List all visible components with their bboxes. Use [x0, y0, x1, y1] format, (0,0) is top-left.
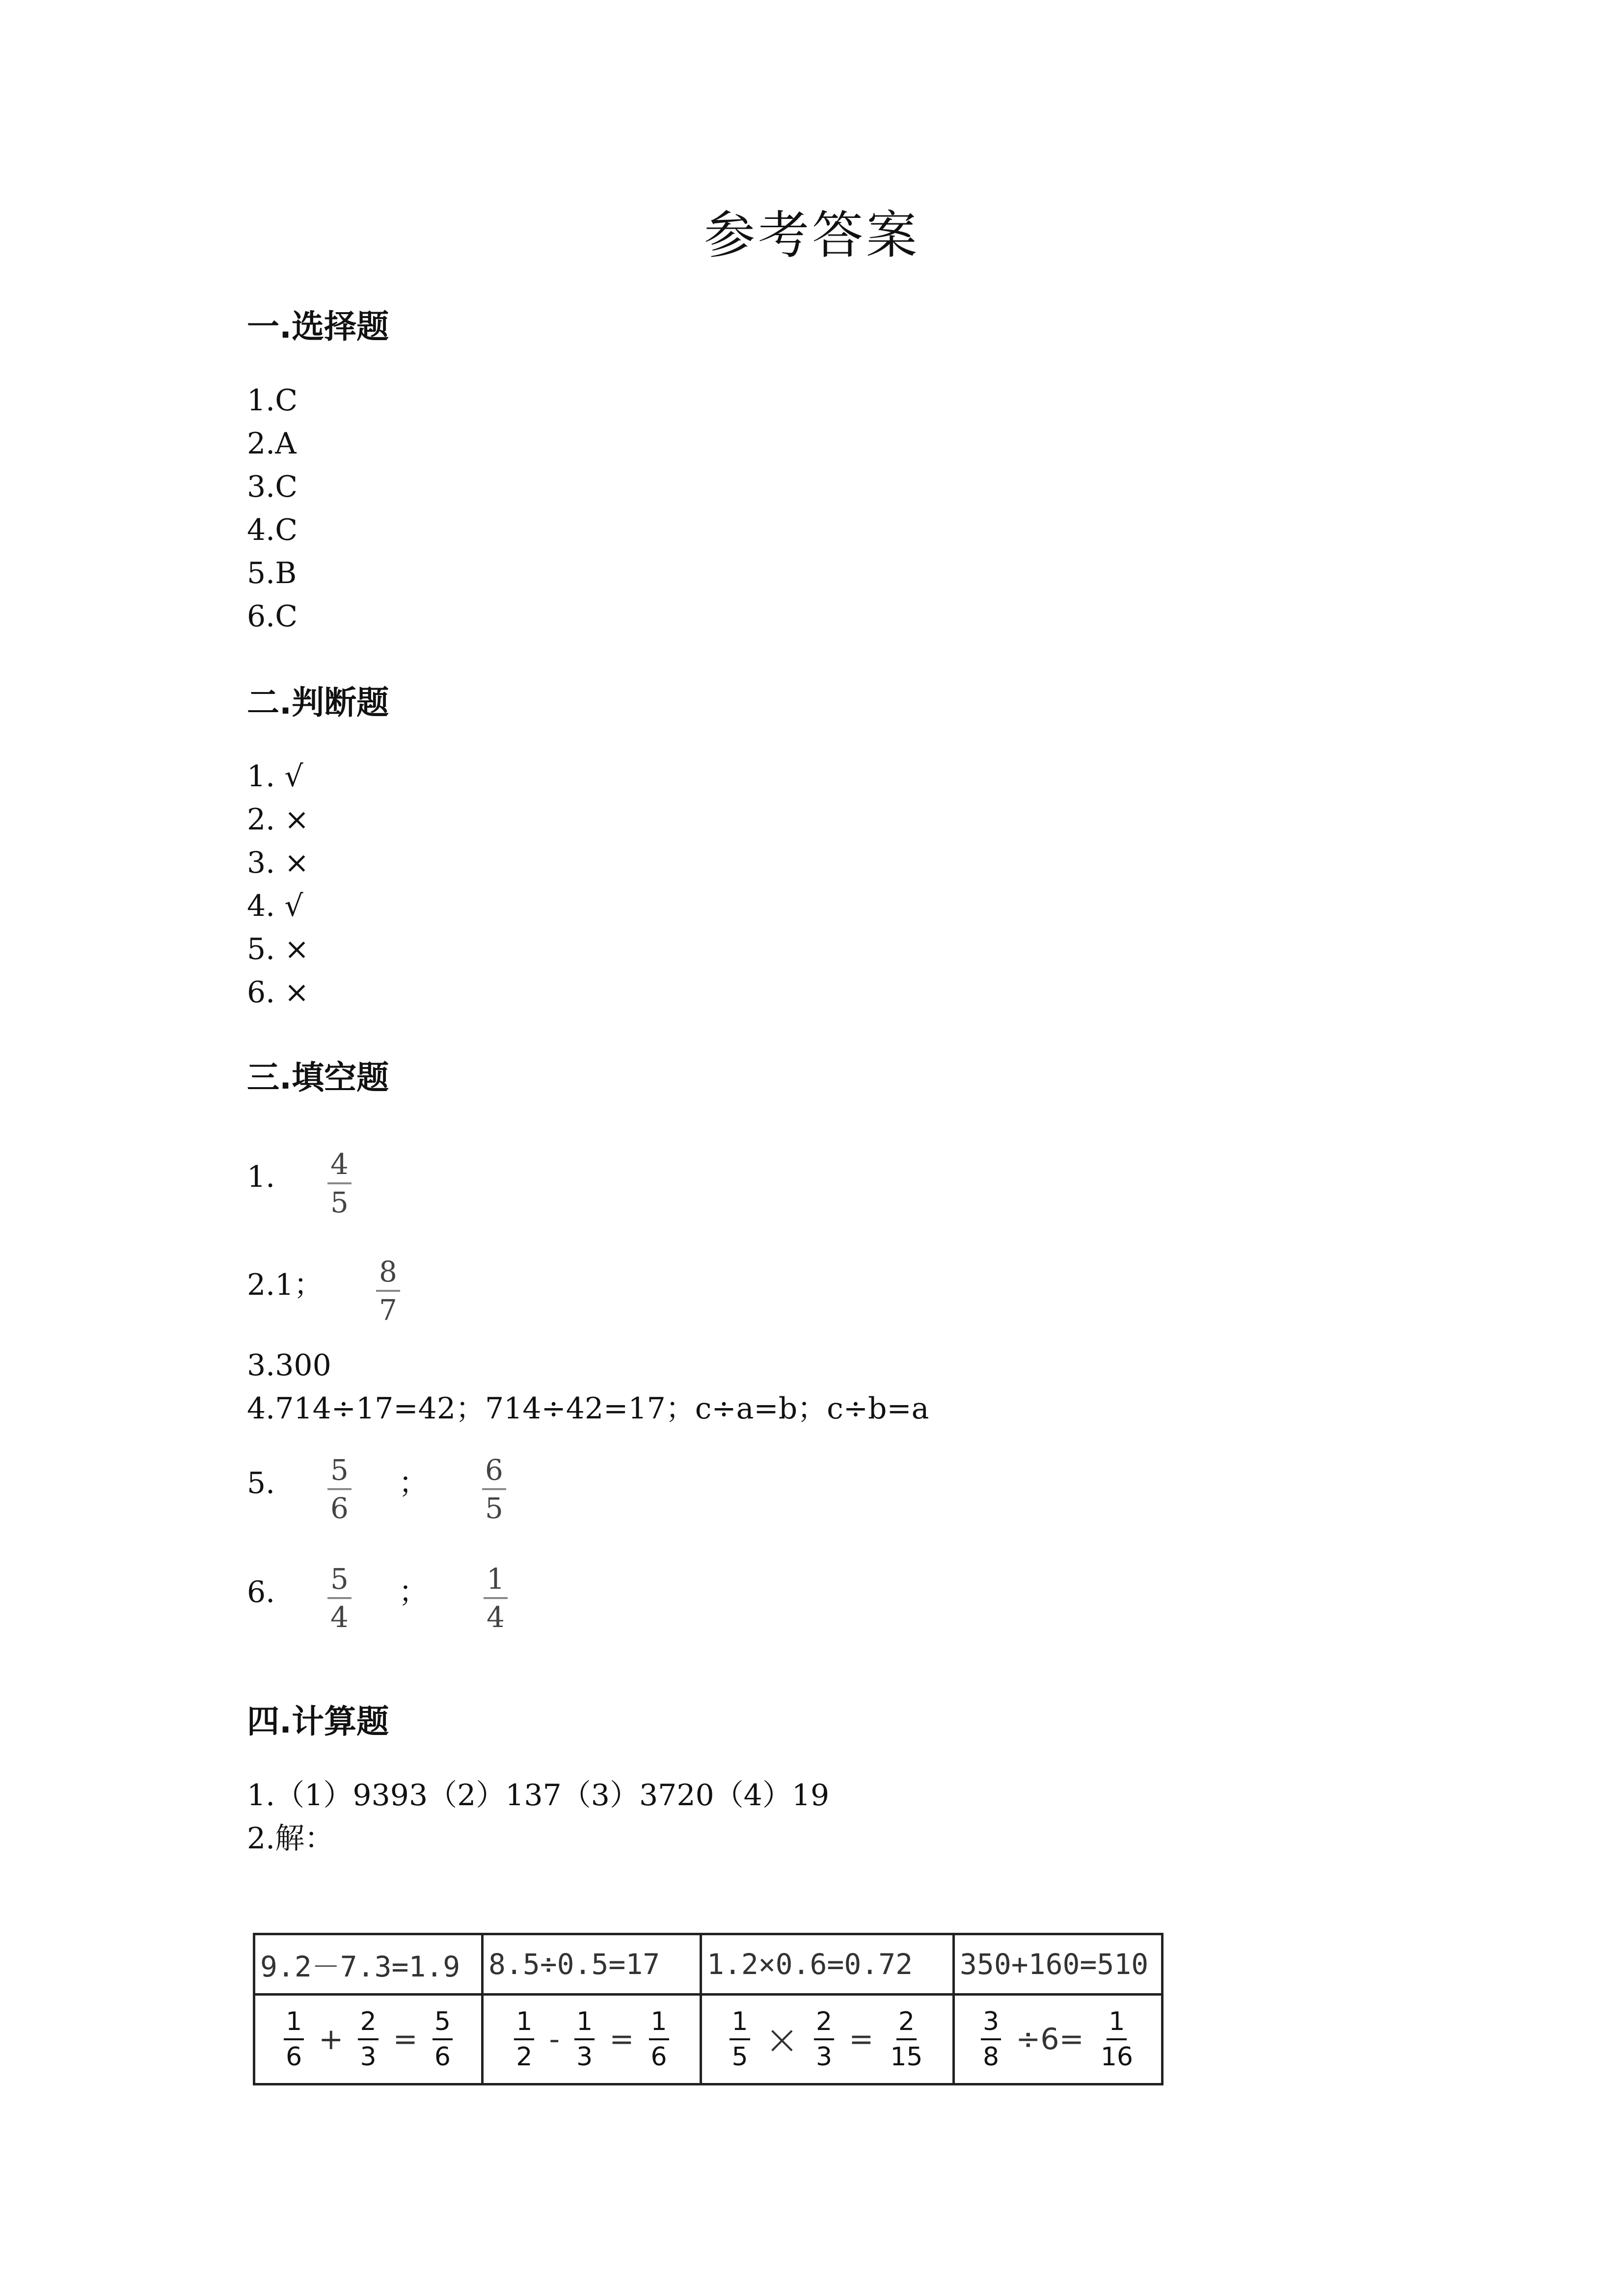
fraction [376, 1255, 400, 1327]
fraction [649, 2009, 669, 2070]
numerator: 1 [484, 1565, 508, 1599]
fill-q6-label: 6. [247, 1575, 275, 1609]
denominator: 5 [330, 1186, 349, 1219]
list-item: 2. × [247, 802, 309, 837]
table-cell: 1.2×0.6=0.72 [701, 1934, 954, 1995]
fraction [358, 2009, 378, 2070]
fraction-expression [960, 2009, 1156, 2070]
denominator: 5 [485, 1492, 503, 1525]
denominator: 5 [731, 2042, 748, 2072]
fraction [484, 1562, 508, 1634]
list-item: 2.A [247, 427, 297, 461]
numerator: 4 [327, 1150, 352, 1184]
separator: ； [399, 1466, 428, 1500]
section-heading-choice: 一.选择题 [247, 308, 389, 346]
table-cell [954, 1995, 1163, 2084]
fill-q2-label: 2.1； [247, 1268, 324, 1302]
section-heading-calc: 四.计算题 [247, 1703, 389, 1740]
fill-q3: 3.300 [247, 1348, 331, 1383]
denominator: 16 [1100, 2042, 1133, 2072]
numerator: 5 [433, 2009, 453, 2040]
numerator: 1 [730, 2009, 750, 2040]
denominator: 4 [330, 1601, 349, 1634]
equals-sign: = [849, 2022, 874, 2056]
fraction [814, 2009, 834, 2070]
list-item: 6. × [247, 975, 309, 1010]
fraction [981, 2009, 1001, 2070]
list-item: 3. × [247, 846, 309, 880]
operator: - [549, 2022, 560, 2056]
list-item: 2.解： [247, 1821, 334, 1856]
table-row [254, 1934, 1163, 1995]
numerator: 2 [814, 2009, 834, 2040]
operator: × [764, 2015, 799, 2063]
list-item: 1.C [247, 383, 298, 418]
section-heading-fill: 三.填空题 [247, 1059, 389, 1096]
denominator: 8 [983, 2042, 1000, 2072]
fraction [888, 2009, 924, 2070]
denominator: 2 [516, 2042, 533, 2072]
fraction-expression [260, 2009, 476, 2070]
fraction [327, 1150, 352, 1217]
operator: + [319, 2022, 344, 2056]
table-cell [483, 1995, 701, 2084]
numerator: 1 [284, 2009, 304, 2040]
denominator: 6 [434, 2042, 451, 2072]
table-cell: 8.5÷0.5=17 [483, 1934, 701, 1995]
denominator: 6 [286, 2042, 302, 2072]
denominator: 6 [650, 2042, 667, 2072]
fraction-expression [707, 2009, 947, 2070]
numerator: 2 [896, 2009, 917, 2040]
denominator: 6 [330, 1492, 349, 1525]
denominator: 3 [360, 2042, 377, 2072]
fraction [730, 2009, 750, 2070]
table-cell [254, 1995, 483, 2084]
operator: ÷6= [1016, 2022, 1084, 2056]
fraction [284, 2009, 304, 2070]
numerator: 8 [376, 1257, 400, 1292]
table-cell: 9.2－7.3=1.9 [254, 1934, 483, 1995]
numerator: 6 [482, 1456, 506, 1490]
fraction [327, 1453, 352, 1525]
calc-table [253, 1933, 1164, 2085]
list-item: 5. × [247, 932, 309, 966]
section-heading-judge: 二.判断题 [247, 684, 389, 721]
fraction [1099, 2009, 1135, 2070]
numerator: 1 [1107, 2009, 1127, 2040]
fraction [433, 2009, 453, 2070]
table-row [254, 1995, 1163, 2084]
table-cell [701, 1995, 954, 2084]
list-item: 5.B [247, 556, 297, 590]
numerator: 1 [574, 2009, 595, 2040]
denominator: 7 [379, 1293, 397, 1327]
denominator: 3 [815, 2042, 833, 2072]
answer-list-judge [247, 755, 309, 1014]
list-item: 6.C [247, 599, 298, 634]
numerator: 1 [649, 2009, 669, 2040]
denominator: 3 [576, 2042, 593, 2072]
table-cell: 350+160=510 [954, 1934, 1163, 1995]
answer-list-calc [247, 1774, 829, 1860]
fill-q4: 4.714÷17=42；714÷42=17；c÷a=b；c÷b=a [247, 1391, 929, 1426]
fraction-expression [488, 2009, 695, 2070]
numerator: 3 [981, 2009, 1001, 2040]
fraction [482, 1453, 506, 1525]
list-item: 3.C [247, 470, 298, 504]
separator: ； [399, 1575, 428, 1609]
page-title: 参考答案 [704, 205, 920, 265]
fraction [327, 1562, 352, 1634]
denominator: 4 [487, 1601, 505, 1634]
list-item: 4. √ [247, 889, 303, 923]
equals-sign: = [609, 2022, 634, 2056]
numerator: 1 [514, 2009, 534, 2040]
list-item: 1. √ [247, 759, 303, 794]
numerator: 5 [327, 1565, 352, 1599]
list-item: 4.C [247, 513, 298, 547]
answer-list-choice [247, 379, 298, 638]
equals-sign: = [393, 2022, 418, 2056]
fill-q5-label: 5. [247, 1466, 275, 1500]
denominator: 15 [890, 2042, 923, 2072]
numerator: 5 [327, 1456, 352, 1490]
numerator: 2 [358, 2009, 378, 2040]
list-item: 1.（1）9393（2）137（3）3720（4）19 [247, 1778, 830, 1813]
fraction [574, 2009, 595, 2070]
fraction [514, 2009, 534, 2070]
fill-q1-label: 1. [247, 1160, 275, 1194]
